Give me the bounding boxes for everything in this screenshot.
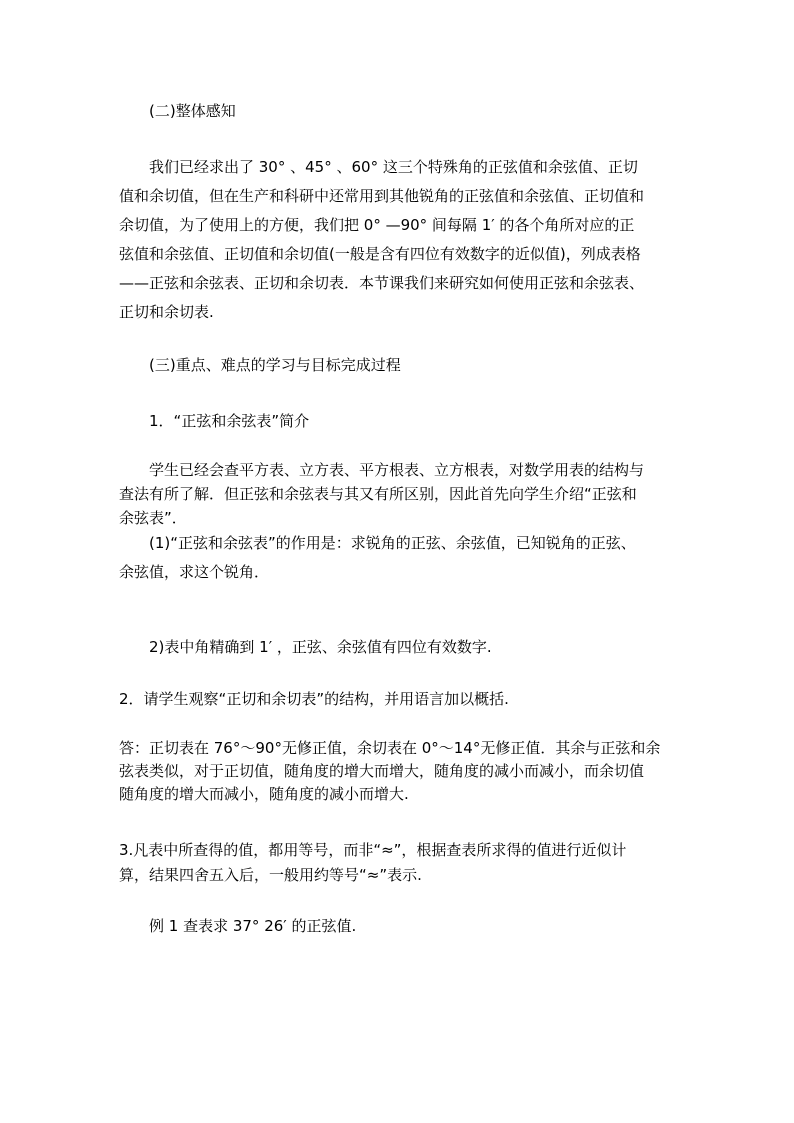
text-line: 3.凡表中所查得的值，都用等号，而非“≈”，根据查表所求得的值进行近似计 xyxy=(119,841,627,859)
section-heading-key-points: (三)重点、难点的学习与目标完成过程 xyxy=(149,356,401,374)
text-line: 弦值和余弦值、正切值和余切值(一般是含有四位有效数字的近似值)，列成表格 xyxy=(119,245,641,263)
text-line: 算，结果四舍五入后，一般用约等号“≈”表示. xyxy=(119,866,422,884)
item-1-sub-1 xyxy=(119,529,685,587)
text-line: 余切值，为了使用上的方便，我们把 0° —90° 间每隔 1′ 的各个角所对应的正 xyxy=(119,216,635,234)
text-line: 弦表类似，对于正切值，随角度的增大而增大，随角度的减小而减小，而余切值 xyxy=(119,762,645,780)
text-line: 我们已经求出了 30° 、45° 、60° 这三个特殊角的正弦值和余弦值、正切 xyxy=(149,158,638,176)
text-line: 正切和余切表. xyxy=(119,303,214,321)
text-line: 余弦表”． xyxy=(119,509,187,527)
text-line: 学生已经会查平方表、立方表、平方根表、立方根表，对数学用表的结构与 xyxy=(149,461,645,479)
item-1-body xyxy=(119,458,685,530)
text-line: 值和余切值，但在生产和科研中还常用到其他锐角的正弦值和余弦值、正切值和 xyxy=(119,187,645,205)
text-line: ——正弦和余弦表、正切和余切表．本节课我们来研究如何使用正弦和余弦表、 xyxy=(119,274,645,292)
text-line: (1)“正弦和余弦表”的作用是：求锐角的正弦、余弦值，已知锐角的正弦、 xyxy=(149,534,636,552)
example-1: 例 1 查表求 37° 26′ 的正弦值. xyxy=(149,917,357,935)
text-line: 答：正切表在 76°～90°无修正值，余切表在 0°～14°无修正值．其余与正弦和余 xyxy=(119,739,661,757)
intro-paragraph xyxy=(119,153,685,327)
item-1-title: 1．“正弦和余弦表”简介 xyxy=(149,412,310,430)
answer-paragraph xyxy=(119,737,685,806)
item-1-sub-2: 2)表中角精确到 1′ ，正弦、余弦值有四位有效数字. xyxy=(149,638,492,656)
section-heading-overall: (二)整体感知 xyxy=(149,102,236,120)
text-line: 查法有所了解．但正弦和余弦表与其又有所区别，因此首先向学生介绍“正弦和 xyxy=(119,485,637,503)
text-line: 随角度的增大而减小，随角度的减小而增大. xyxy=(119,785,409,803)
item-3-paragraph xyxy=(119,838,685,888)
item-2-title: 2．请学生观察“正切和余切表”的结构，并用语言加以概括. xyxy=(119,690,509,708)
text-line: 余弦值，求这个锐角． xyxy=(119,563,270,581)
